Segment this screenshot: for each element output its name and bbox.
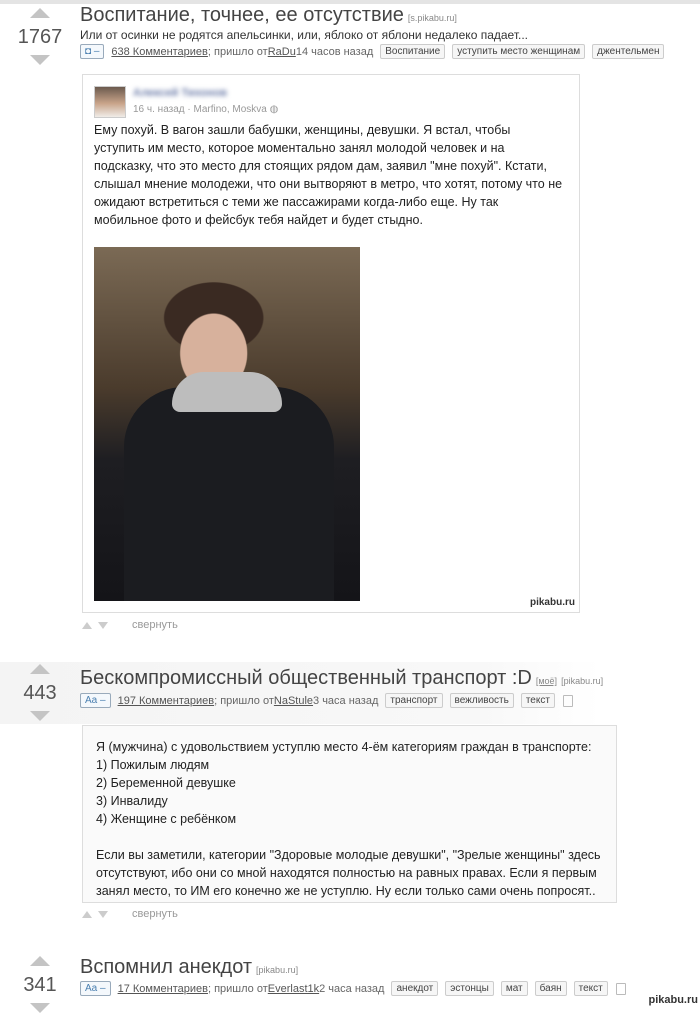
post-title[interactable] bbox=[80, 956, 298, 979]
avatar bbox=[94, 86, 126, 118]
globe-icon: ◍ bbox=[269, 104, 279, 115]
embed-text: Ему похуй. В вагон зашли бабушки, женщины, девушки. Я встал, чтобы уступить им место, которое моментально занял молодой человек и на подсказку, что это место для стоящих рядом дам, заявил "мне похуй". Кстати, слышал мнение молодежи, что они вытворяют в метро, что хотят, потому что не ожидают встретиться с теми же пассажирами когда-либо еще. Ну так мобильное фото и фейсбук тебя найдет и будет стыдно. bbox=[94, 123, 563, 227]
downvote-small-icon[interactable] bbox=[98, 911, 108, 918]
embed-meta bbox=[133, 104, 278, 115]
upvote-small-icon[interactable] bbox=[82, 911, 92, 918]
post-subtitle: Или от осинки не родятся апельсинки, или, яблоко от яблони недалеко падает... bbox=[80, 28, 528, 42]
body-line: Если вы заметили, категории "Здоровые молодые девушки", "Зрелые женщины" здесь отсутствуют, ибо они со мной находятся полностью на равных правах. Если я первым занял место, то ИМ его конечно же не уступлю. Ну если только сами очень попросят.. bbox=[96, 848, 601, 898]
save-icon[interactable] bbox=[616, 983, 626, 995]
tag[interactable]: текст bbox=[521, 693, 555, 708]
upvote-icon[interactable] bbox=[30, 664, 50, 674]
tag[interactable]: транспорт bbox=[385, 693, 442, 708]
post-time: 3 часа назад bbox=[313, 694, 379, 707]
post-time: 14 часов назад bbox=[295, 45, 374, 58]
tag[interactable]: мат bbox=[501, 981, 528, 996]
post-meta bbox=[80, 44, 664, 59]
post-title-text[interactable]: Бескомпромиссный общественный транспорт :D bbox=[80, 667, 532, 689]
body-line: 3) Инвалиду bbox=[96, 794, 168, 808]
tag[interactable]: текст bbox=[574, 981, 608, 996]
photo-young-man-in-metro bbox=[94, 247, 360, 601]
comments-link[interactable]: 638 Комментариев bbox=[111, 45, 208, 58]
body-line: 4) Женщине с ребёнком bbox=[96, 812, 237, 826]
tag[interactable]: джентельмен bbox=[592, 44, 664, 59]
jacket bbox=[124, 387, 334, 601]
body-line: Я (мужчина) с удовольствием уступлю место 4-ём категориям граждан в транспорте: bbox=[96, 740, 592, 754]
vote-widget bbox=[0, 664, 80, 721]
watermark: pikabu.ru bbox=[648, 994, 698, 1006]
meta-from: ; пришло от bbox=[207, 45, 268, 58]
upvote-small-icon[interactable] bbox=[82, 622, 92, 629]
meta-from: ; пришло от bbox=[207, 982, 268, 995]
post-title[interactable] bbox=[80, 667, 603, 690]
downvote-icon[interactable] bbox=[30, 55, 50, 65]
post-title[interactable] bbox=[80, 4, 457, 27]
downvote-icon[interactable] bbox=[30, 1003, 50, 1013]
tag[interactable]: анекдот bbox=[391, 981, 438, 996]
post-body bbox=[82, 725, 617, 903]
collapse-link[interactable]: свернуть bbox=[132, 908, 178, 920]
body-line: 2) Беременной девушке bbox=[96, 776, 236, 790]
photo-type-icon[interactable]: ◘ – bbox=[80, 44, 104, 59]
downvote-small-icon[interactable] bbox=[98, 622, 108, 629]
body-spacer bbox=[96, 828, 606, 846]
comments-link[interactable]: 197 Комментариев bbox=[117, 694, 215, 707]
upvote-icon[interactable] bbox=[30, 8, 50, 18]
mine-badge[interactable]: [моё] bbox=[535, 676, 558, 686]
tag[interactable]: баян bbox=[535, 981, 567, 996]
post-footer bbox=[82, 619, 178, 631]
post-source[interactable]: [s.pikabu.ru] bbox=[407, 13, 457, 23]
post-footer bbox=[82, 908, 178, 920]
post-time: 2 часа назад bbox=[319, 982, 385, 995]
post-score: 1767 bbox=[17, 26, 63, 48]
post-title-text[interactable]: Вспомнил анекдот bbox=[80, 956, 253, 978]
author-link[interactable]: RaDu bbox=[267, 45, 296, 58]
post-title-text[interactable]: Воспитание, точнее, ее отсутствие bbox=[80, 4, 404, 26]
post-body-text bbox=[96, 738, 606, 900]
vote-widget bbox=[0, 956, 80, 1013]
author-link[interactable]: NaStule bbox=[273, 694, 314, 707]
watermark: pikabu.ru bbox=[529, 597, 575, 608]
upvote-icon[interactable] bbox=[30, 956, 50, 966]
post-source[interactable]: [pikabu.ru] bbox=[256, 965, 299, 975]
vote-widget bbox=[0, 8, 80, 65]
tag[interactable]: вежливость bbox=[450, 693, 514, 708]
embed-meta-text: 16 ч. назад · Marfino, Moskva bbox=[133, 104, 267, 115]
author-name-blurred: Алексей Тихонов bbox=[133, 87, 228, 99]
meta-from: ; пришло от bbox=[214, 694, 274, 707]
post-meta bbox=[80, 693, 573, 708]
comments-link[interactable]: 17 Комментариев bbox=[117, 982, 208, 995]
downvote-icon[interactable] bbox=[30, 711, 50, 721]
collapse-link[interactable]: свернуть bbox=[132, 619, 178, 631]
post-score: 443 bbox=[23, 682, 57, 704]
tag[interactable]: уступить место женщинам bbox=[452, 44, 585, 59]
text-type-icon[interactable]: Aa – bbox=[80, 693, 111, 708]
text-type-icon[interactable]: Aa – bbox=[80, 981, 111, 996]
author-link[interactable]: Everlast1k bbox=[267, 982, 320, 995]
embedded-facebook-post bbox=[82, 74, 580, 613]
post-source[interactable]: [pikabu.ru] bbox=[561, 676, 604, 686]
body-line: 1) Пожилым людям bbox=[96, 758, 210, 772]
post-meta bbox=[80, 981, 626, 996]
tag[interactable]: Воспитание bbox=[380, 44, 445, 59]
hood bbox=[172, 372, 282, 412]
post-score: 341 bbox=[23, 974, 57, 996]
tag[interactable]: эстонцы bbox=[445, 981, 494, 996]
save-icon[interactable] bbox=[563, 695, 573, 707]
